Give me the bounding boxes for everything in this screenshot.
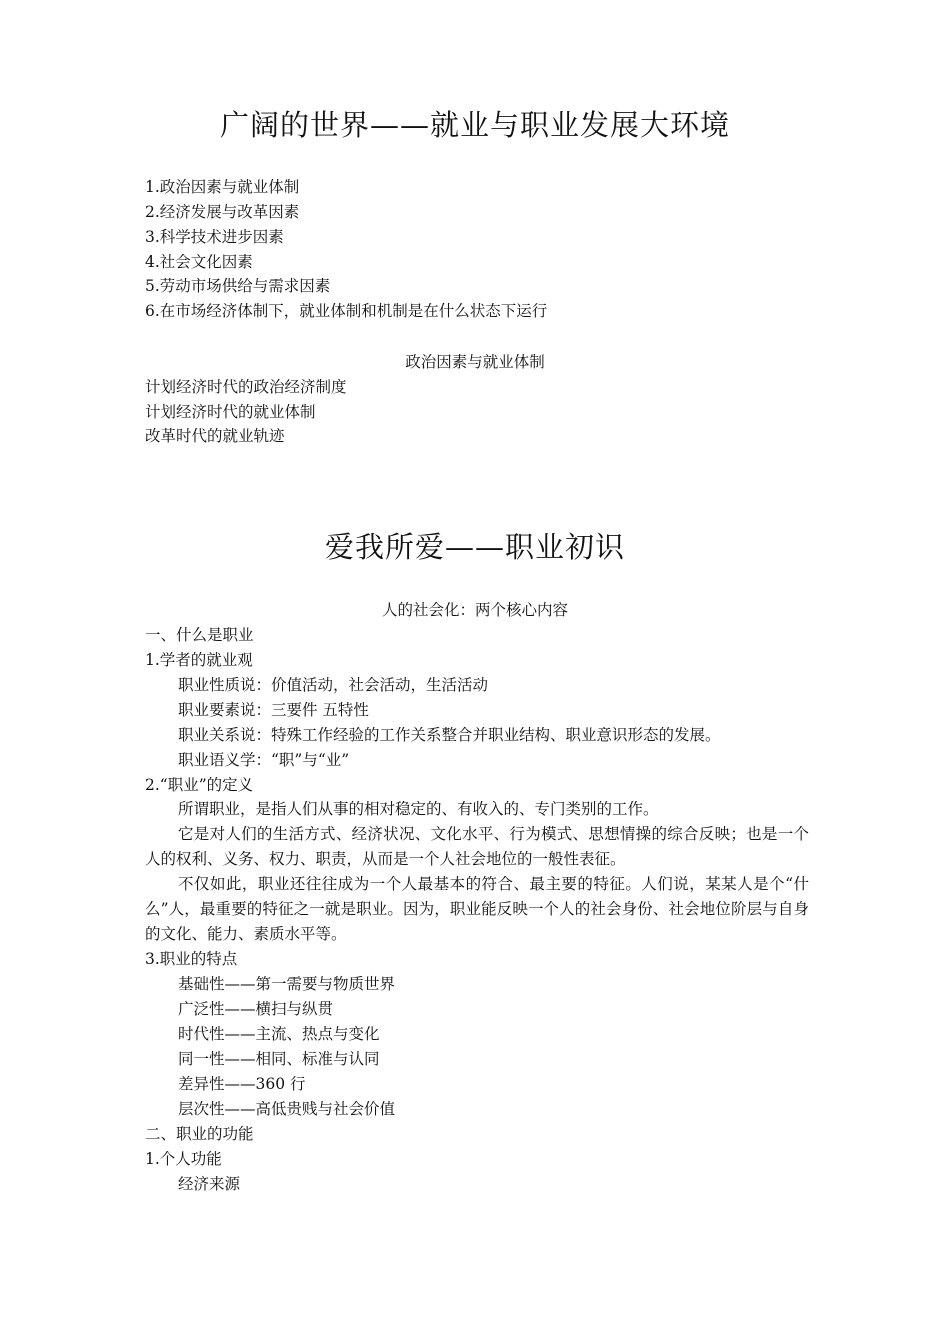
trait-item: 层次性——高低贵贱与社会价值 <box>178 1100 396 1118</box>
definition-paragraph-2: 它是对人们的生活方式、经济状况、文化水平、行为模式、思想情操的综合反映；也是一个人的权利、义务、权力、职责，从而是一个人社会地位的一般性表征。 <box>145 825 809 868</box>
heading-functions: 二、职业的功能 <box>145 1125 254 1143</box>
toc-item: 3.科学技术进步因素 <box>145 228 284 246</box>
definition-paragraph-1: 所谓职业，是指人们从事的相对稳定的、有收入的、专门类别的工作。 <box>178 800 659 818</box>
view-item: 职业语义学：“职”与“业” <box>178 751 350 769</box>
section2-title: 爱我所爱——职业初识 <box>324 530 625 564</box>
section2-subheading: 人的社会化：两个核心内容 <box>381 601 568 619</box>
section1-title: 广阔的世界——就业与职业发展大环境 <box>219 108 730 142</box>
heading-definition: 2.“职业”的定义 <box>145 776 254 794</box>
toc-item: 5.劳动市场供给与需求因素 <box>145 277 331 295</box>
heading-personal-function: 1.个人功能 <box>145 1150 222 1168</box>
function-item: 经济来源 <box>178 1175 241 1193</box>
heading-what-is-career: 一、什么是职业 <box>145 626 254 644</box>
trait-item: 基础性——第一需要与物质世界 <box>178 975 396 993</box>
list-item: 计划经济时代的政治经济制度 <box>145 378 347 396</box>
list-item: 改革时代的就业轨迹 <box>145 427 285 445</box>
section1-subheading: 政治因素与就业体制 <box>405 353 545 371</box>
trait-item: 差异性——360 行 <box>178 1075 306 1093</box>
toc-item: 1.政治因素与就业体制 <box>145 178 300 196</box>
definition-paragraph-3: 不仅如此，职业还往往成为一个人最基本的符合、最主要的特征。人们说，某某人是个“什么”人，最重要的特征之一就是职业。因为，职业能反映一个人的社会身份、社会地位阶层与自身的文化、能力、素质水平等。 <box>145 875 809 943</box>
view-item: 职业关系说：特殊工作经验的工作关系整合并职业结构、职业意识形态的发展。 <box>178 726 721 744</box>
view-item: 职业性质说：价值活动，社会活动，生活活动 <box>178 676 489 694</box>
trait-item: 时代性——主流、热点与变化 <box>178 1025 380 1043</box>
heading-traits: 3.职业的特点 <box>145 950 238 968</box>
toc-item: 4.社会文化因素 <box>145 253 253 271</box>
toc-item: 2.经济发展与改革因素 <box>145 203 300 221</box>
toc-item: 6.在市场经济体制下，就业体制和机制是在什么状态下运行 <box>145 302 548 320</box>
trait-item: 同一性——相同、标准与认同 <box>178 1050 380 1068</box>
view-item: 职业要素说：三要件 五特性 <box>178 701 369 719</box>
trait-item: 广泛性——横扫与纵贯 <box>178 1000 334 1018</box>
heading-scholar-views: 1.学者的就业观 <box>145 651 253 669</box>
list-item: 计划经济时代的就业体制 <box>145 403 316 421</box>
